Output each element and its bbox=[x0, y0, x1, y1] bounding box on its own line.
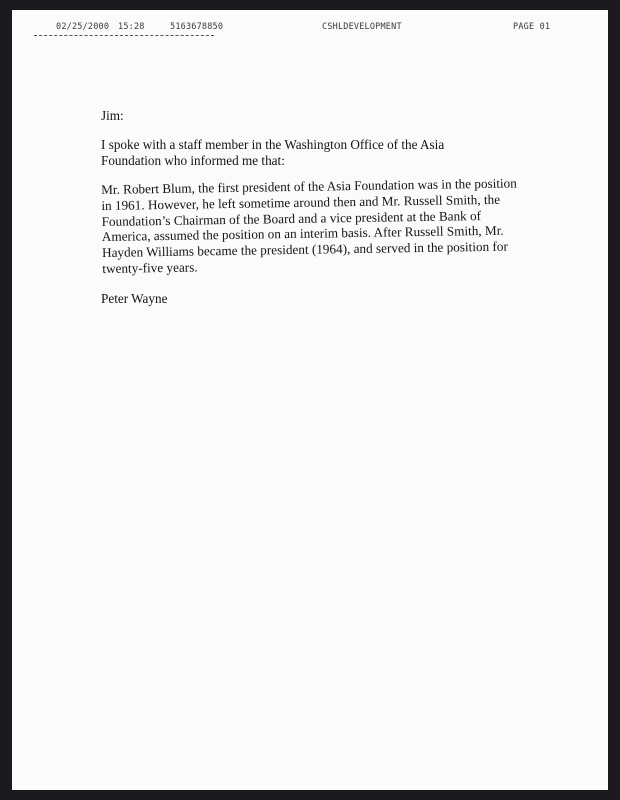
fax-page-number: PAGE 01 bbox=[513, 22, 551, 32]
fax-date: 02/25/2000 bbox=[56, 22, 110, 32]
letter-main-paragraph: Mr. Robert Blum, the first president of the Asia Foundation was in the position in 1961. However, he left sometime around then and Mr. Russell Smith, the Foundation’s Chairman of the Board and a vice president at the Bank of America, assumed the position on an interim basis. After Russell Smith, Mr. Hayden Williams became the president (1964), and served in the position for twenty-five years. bbox=[101, 175, 517, 277]
fax-destination: CSHLDEVELOPMENT bbox=[322, 22, 402, 32]
letter-signature: Peter Wayne bbox=[101, 291, 168, 307]
letter-body bbox=[101, 108, 521, 307]
fax-header-rule bbox=[34, 35, 214, 36]
letter-greeting: Jim: bbox=[101, 108, 124, 123]
fax-phone-number: 5163678850 bbox=[170, 22, 224, 32]
letter-intro-paragraph: I spoke with a staff member in the Washington Office of the Asia Foundation who informed me that: bbox=[101, 136, 445, 168]
fax-time: 15:28 bbox=[118, 22, 145, 32]
document-page bbox=[12, 10, 608, 790]
